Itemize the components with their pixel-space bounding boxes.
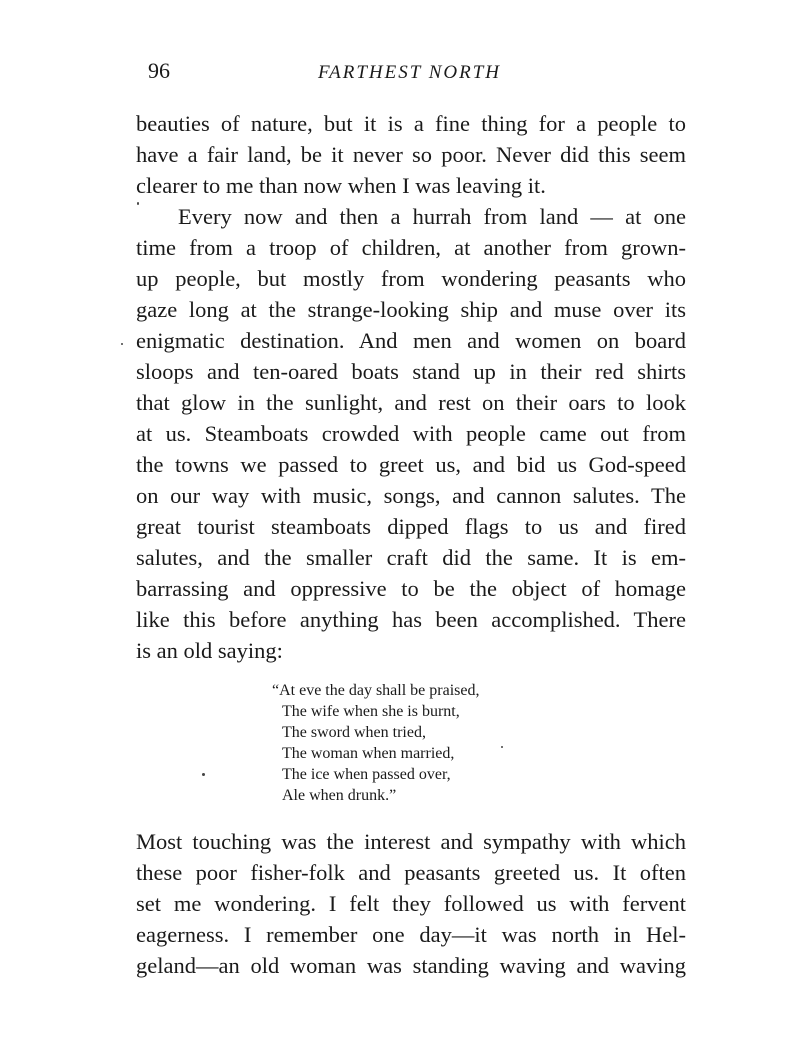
text-line: set me wondering. I felt they followed us with fervent [136, 891, 686, 916]
verse-line: The woman when married, [282, 745, 455, 762]
text-line: is an old saying: [136, 638, 283, 663]
text-line: gaze long at the strange-looking ship and muse over its [136, 297, 686, 322]
text-line: have a fair land, be it never so poor. Never did this seem [136, 142, 686, 167]
text-line: beauties of nature, but it is a fine thing for a people to [136, 111, 686, 136]
text-line: geland—an old woman was standing waving and waving [136, 953, 686, 978]
text-line: the towns we passed to greet us, and bid us God-speed [136, 452, 686, 477]
verse-line: The wife when she is burnt, [282, 703, 460, 720]
verse-line: The ice when passed over, [282, 766, 451, 783]
text-line: Every now and then a hurrah from land — at one [178, 204, 686, 229]
text-line: great tourist steamboats dipped flags to us and fired [136, 514, 686, 539]
text-line: that glow in the sunlight, and rest on their oars to look [136, 390, 686, 415]
paper-speck [121, 343, 123, 345]
text-line: enigmatic destination. And men and women on board [136, 328, 686, 353]
page-number: 96 [148, 58, 170, 83]
text-line: sloops and ten-oared boats stand up in their red shirts [136, 359, 686, 384]
verse-line: “At eve the day shall be praised, [272, 682, 480, 699]
text-line: eagerness. I remember one day—it was north in Hel- [136, 922, 686, 947]
text-line: like this before anything has been accomplished. There [136, 607, 686, 632]
text-line: Most touching was the interest and sympathy with which [136, 829, 686, 854]
verse-quotation [272, 680, 592, 806]
text-line: time from a troop of children, at another from grown- [136, 235, 686, 260]
paragraph-touching [136, 826, 686, 981]
paragraph-hurrah [136, 201, 686, 666]
text-line: at us. Steamboats crowded with people came out from [136, 421, 686, 446]
text-line: salutes, and the smaller craft did the same. It is em- [136, 545, 686, 570]
paragraph-continued [136, 108, 686, 201]
text-line: these poor fisher-folk and peasants greeted us. It often [136, 860, 686, 885]
verse-line: The sword when tried, [282, 724, 426, 741]
text-line: clearer to me than now when I was leaving it. [136, 173, 546, 198]
text-line: barrassing and oppressive to be the object of homage [136, 576, 686, 601]
paper-speck [202, 773, 205, 776]
verse-line: Ale when drunk.” [282, 787, 397, 804]
text-line: on our way with music, songs, and cannon salutes. The [136, 483, 686, 508]
paper-speck [137, 202, 139, 205]
text-line: up people, but mostly from wondering peasants who [136, 266, 686, 291]
paper-speck [501, 746, 503, 748]
running-title: FARTHEST NORTH [318, 62, 502, 83]
